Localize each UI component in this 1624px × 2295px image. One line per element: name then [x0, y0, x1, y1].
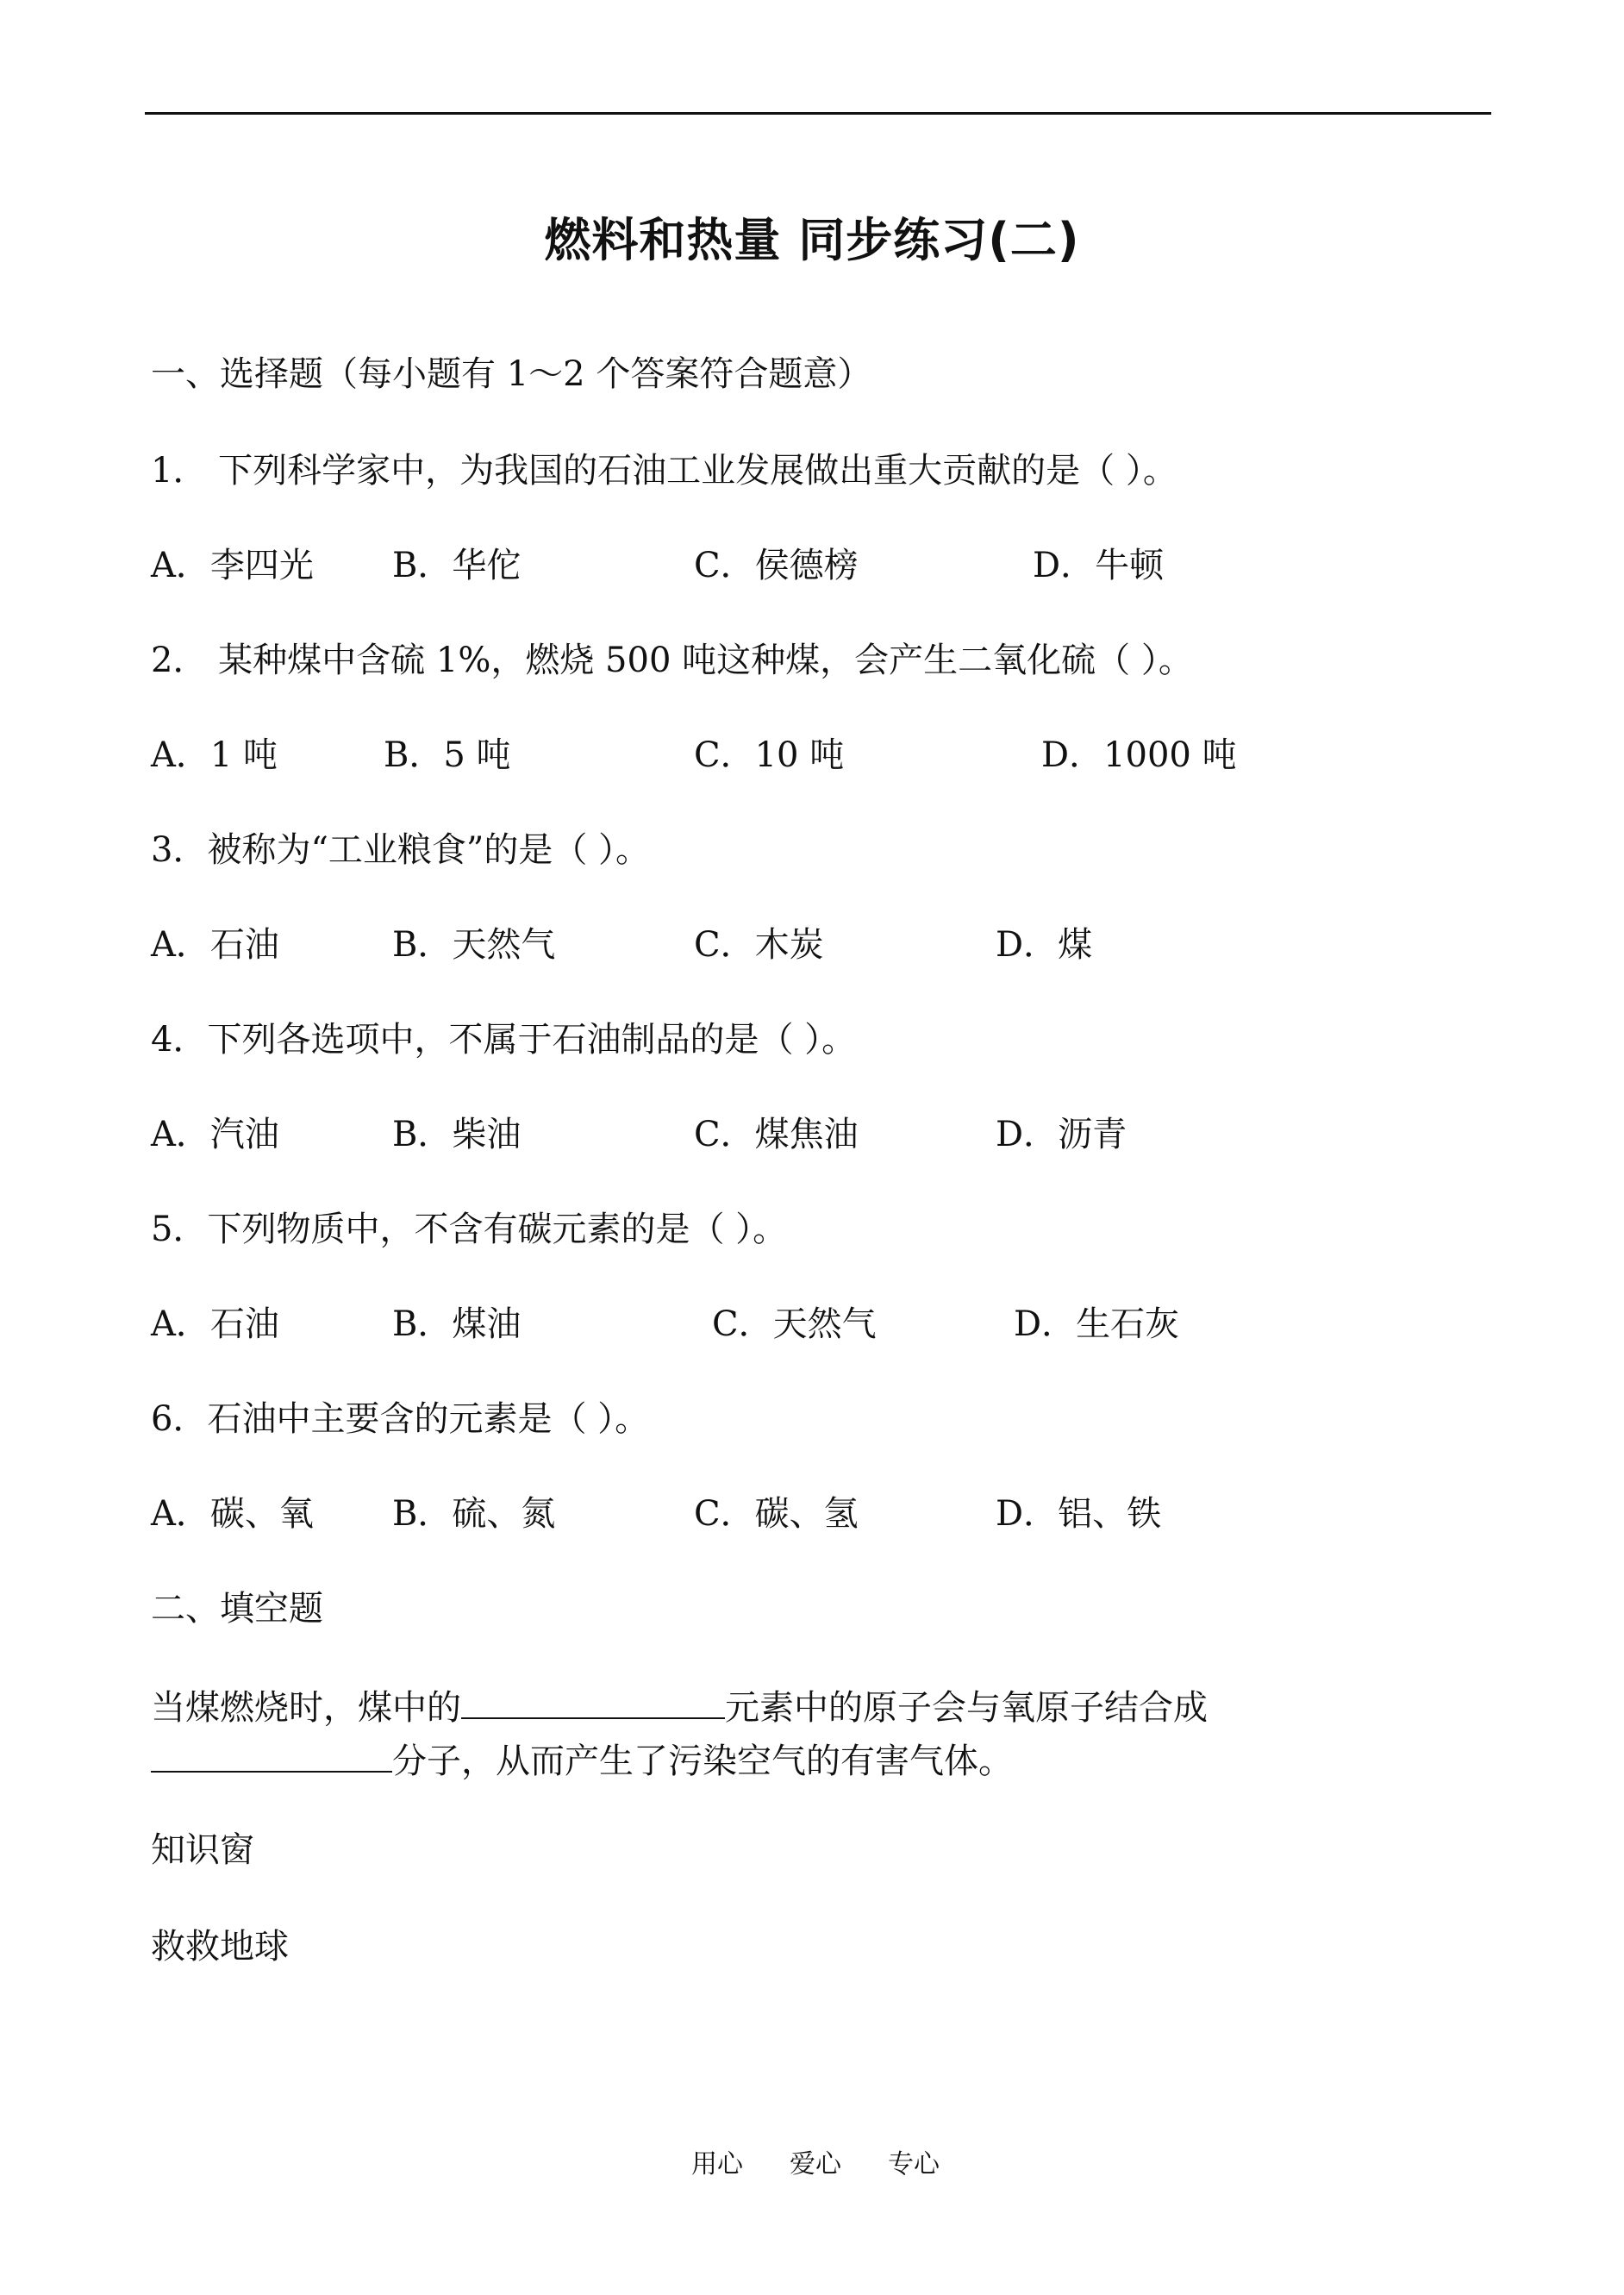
fill-blank-2	[151, 1740, 392, 1773]
section-heading-fill: 二、填空题	[151, 1589, 323, 1629]
knowledge-window-heading: 知识窗	[151, 1830, 254, 1870]
document-title: 燃料和热量 同步练习(二)	[544, 213, 1080, 267]
q3-option-b: B．天然气	[392, 925, 556, 965]
footer-word-2: 爱心	[790, 2149, 841, 2179]
q6-option-b: B．硫、氮	[392, 1494, 556, 1534]
q3-option-c: C．木炭	[694, 925, 824, 965]
question-6: 6．石油中主要含的元素是（ ）。	[151, 1399, 650, 1439]
fill-text-1: 当煤燃烧时，煤中的	[151, 1688, 461, 1728]
question-5: 5．下列物质中，不含有碳元素的是（ ）。	[151, 1210, 788, 1249]
q4-option-d: D．沥青	[996, 1115, 1127, 1154]
fill-text-3: 分子，从而产生了污染空气的有害气体。	[392, 1742, 1013, 1781]
q2-option-a: A．1 吨	[151, 735, 278, 775]
footer-word-3: 专心	[888, 2149, 940, 2179]
q4-option-c: C．煤焦油	[694, 1115, 859, 1154]
question-2: 2． 某种煤中含硫 1%，燃烧 500 吨这种煤，会产生二氧化硫（ ）。	[151, 641, 1193, 680]
q2-option-b: B．5 吨	[384, 735, 511, 775]
q1-option-c: C．侯德榜	[694, 546, 859, 585]
q3-option-d: D．煤	[996, 925, 1093, 965]
question-1: 1． 下列科学家中，为我国的石油工业发展做出重大贡献的是（ ）。	[151, 451, 1177, 491]
fill-line-2	[151, 1740, 1013, 1779]
q2-option-d: D．1000 吨	[1041, 735, 1237, 775]
q5-option-c: C．天然气	[712, 1304, 877, 1344]
section-heading-choice: 一、选择题（每小题有 1～2 个答案符合题意）	[151, 354, 872, 394]
q4-option-b: B．柴油	[392, 1115, 522, 1154]
question-4: 4．下列各选项中，不属于石油制品的是（ ）。	[151, 1020, 857, 1060]
fill-text-2: 元素中的原子会与氧原子结合成	[725, 1688, 1208, 1728]
q6-option-a: A．碳、氧	[151, 1494, 314, 1534]
q1-option-b: B．华佗	[392, 546, 522, 585]
q3-option-a: A．石油	[151, 925, 279, 965]
header-rule	[145, 112, 1491, 115]
save-earth-heading: 救救地球	[151, 1927, 289, 1967]
q5-option-d: D．生石灰	[1014, 1304, 1180, 1344]
q1-option-d: D．牛顿	[1033, 546, 1165, 585]
question-3: 3．被称为“工业粮食”的是（ ）。	[151, 830, 651, 870]
fill-blank-1	[461, 1686, 725, 1719]
footer-word-1: 用心	[691, 2149, 743, 2179]
q5-option-b: B．煤油	[392, 1304, 522, 1344]
fill-line-1	[151, 1686, 1208, 1728]
q6-option-c: C．碳、氢	[694, 1494, 859, 1534]
q4-option-a: A．汽油	[151, 1115, 279, 1154]
q2-option-c: C．10 吨	[694, 735, 845, 775]
q5-option-a: A．石油	[151, 1304, 279, 1344]
q1-option-a: A．李四光	[151, 546, 314, 585]
q6-option-d: D．铝、铁	[996, 1494, 1162, 1534]
